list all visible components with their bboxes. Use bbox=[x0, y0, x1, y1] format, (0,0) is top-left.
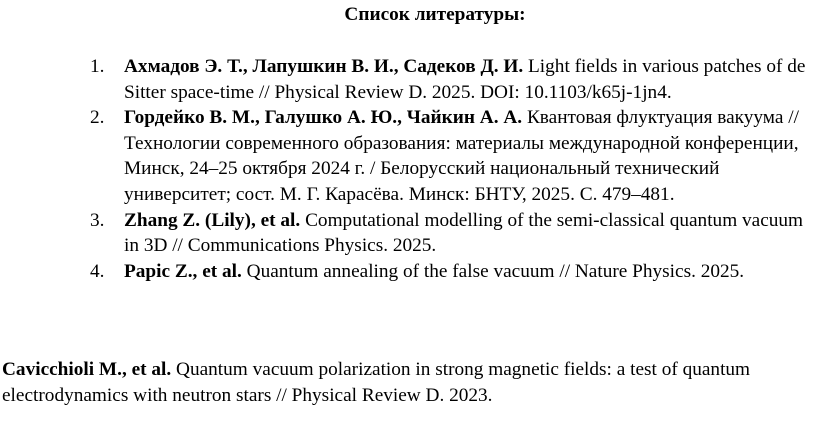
reference-text: Light fields in various patches of de Sitter space-time // Physical Review D. 2025. DOI: 10.1103/k65j-1jn4. bbox=[124, 56, 806, 103]
reference-item-unnumbered bbox=[2, 357, 814, 408]
reference-authors: Ахмадов Э. Т., Лапушкин В. И., Садеков Д. И. bbox=[124, 56, 524, 77]
reference-text: Quantum annealing of the false vacuum // Nature Physics. 2025. bbox=[246, 260, 745, 282]
reference-authors: Papic Z., et al. bbox=[124, 260, 242, 282]
reference-text: Квантовая флуктуация вакуума // Технологии современного образования: материалы международной конференции, Минск, 24–25 октября 2024 г. / Белорусский национальный технический университет; сост. М. Г. Карасёва. Минск: БНТУ, 2025. С. 479–481. bbox=[124, 107, 799, 205]
reference-number: 3. bbox=[90, 209, 105, 231]
reference-authors: Гордейко В. М., Галушко А. Ю., Чайкин А. А. bbox=[124, 107, 523, 129]
reference-number: 1. bbox=[90, 56, 105, 77]
reference-authors: Zhang Z. (Lily), et al. bbox=[124, 209, 301, 231]
reference-item-3 bbox=[0, 208, 816, 259]
page-title: Список литературы: bbox=[344, 4, 526, 25]
reference-item-4 bbox=[0, 259, 816, 285]
reference-item-1 bbox=[0, 54, 816, 105]
reference-number: 4. bbox=[90, 260, 105, 282]
reference-list bbox=[0, 54, 816, 284]
reference-text: Quantum vacuum polarization in strong magnetic fields: a test of quantum electrodynamics with neutron stars // Physical Review D. 2023. bbox=[2, 359, 751, 406]
reference-authors: Cavicchioli M., et al. bbox=[2, 359, 172, 380]
reference-text: Computational modelling of the semi-classical quantum vacuum in 3D // Communications Physics. 2025. bbox=[124, 209, 804, 257]
reference-item-2 bbox=[0, 105, 816, 207]
reference-number: 2. bbox=[90, 107, 105, 129]
